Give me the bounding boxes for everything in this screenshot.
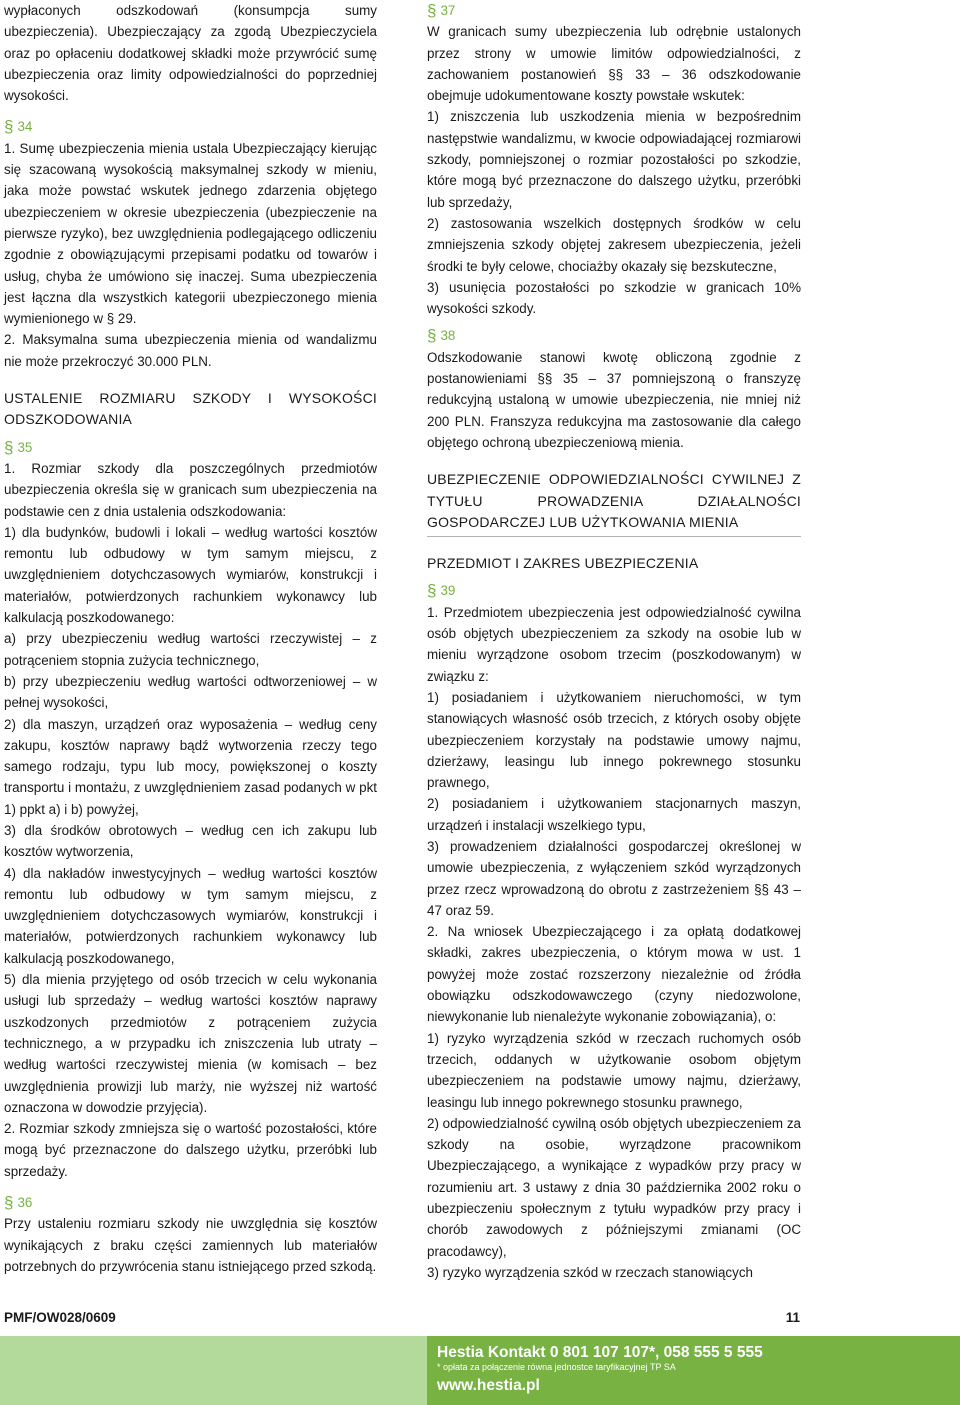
paragraph-39-2-3: 3) ryzyko wyrządzenia szkód w rzeczach stanowiących — [427, 1264, 753, 1280]
paragraph-37-2: 2) zastosowania wszelkich dostępnych środków w celu zmniejszenia szkody objętej zakresem ubezpieczenia, jeżeli środki te były celowe, chociażby okazały się bezskuteczne, — [427, 215, 801, 274]
section-sign-icon: § — [4, 437, 14, 457]
footer-contact-panel — [427, 1336, 960, 1405]
paragraph-39-2-2: 2) odpowiedzialność cywilną osób objętych ubezpieczeniem za szkody na osobie, wyrządzone pracownikom Ubezpieczającego, a wynikające z wypadków przy pracy w rozumieniu art. 3 ustawy z dnia 30 października 2002 roku o ubezpieczeniu społecznym z tytułu wypadków przy pracy i chorób zawodowych z późniejszymi zmianami (OC pracodawcy), — [427, 1115, 801, 1259]
paragraph-35-1-1: 1) dla budynków, budowli i lokali – według wartości kosztów remontu lub odbudowy w tym samym miejscu, z uwzględnieniem dotychczasowych wymiarów, konstrukcji i materiałów, potwierdzonych rachunkiem wykonawcy lub kalkulacją poszkodowanego: — [4, 524, 377, 626]
section-sign-icon: § — [4, 117, 14, 137]
paragraph-39-1: 1. Przedmiotem ubezpieczenia jest odpowiedzialność cywilna osób objętych ubezpieczeniem za szkody na osobie lub w mieniu wyrządzone osobom trzecim (poszkodowanym) w związku z: — [427, 604, 801, 684]
page-number: 11 — [785, 1310, 800, 1325]
right-column — [427, 0, 801, 1283]
paragraph-continuation: wypłaconych odszkodowań (konsumpcja sumy ubezpieczenia). Ubezpieczający za zgodą Ubezpieczyciela oraz po opłaceniu dodatkowej składki może przywrócić sumę ubezpieczenia oraz limity odpowiedzialności do poprzedniej wysokości. — [4, 3, 377, 104]
paragraph-39-1-2: 2) posiadaniem i użytkowaniem stacjonarnych maszyn, urządzeń i instalacji wszelkiego typu, — [427, 796, 801, 833]
left-column — [4, 0, 377, 1277]
contact-phone: Hestia Kontakt 0 801 107 107*, 058 555 5 555 — [437, 1344, 763, 1361]
paragraph-37: W granicach sumy ubezpieczenia lub odrębnie ustalonych przez strony w umowie limitów odpowiedzialności, z zachowaniem postanowień §§ 33 – 36 odszkodowanie obejmuje udokumentowane koszty powstałe wskutek: — [427, 24, 801, 104]
paragraph-39-1-1: 1) posiadaniem i użytkowaniem nieruchomości, w tym stanowiących własność osób trzecich, z których osoby objęte ubezpieczeniem korzystały na podstawie umowy najmu, dzierżawy, leasingu lub innego pokrewnego stosunku prawnego, — [427, 689, 801, 791]
paragraph-35-1-5: 5) dla mienia przyjętego od osób trzecich w celu wykonania usługi lub sprzedaży – według wartości kosztów naprawy uszkodzonych przedmiotów z potrąceniem zużycia technicznego, a w przypadku ich zniszczenia lub utraty – według wartości rzeczywistej mienia (w komisach – bez uwzględnienia prowizji lub marży, nie wyższej niż wartość oznaczona w dowodzie przyjęcia). — [4, 972, 377, 1115]
section-36-heading: § 36 — [4, 1193, 33, 1213]
heading-oc: UBEZPIECZENIE ODPOWIEDZIALNOŚCI CYWILNEJ Z TYTUŁU PROWADZENIA DZIAŁALNOŚCI GOSPODARCZEJ LUB UŻYTKOWANIA MIENIA — [427, 469, 801, 537]
contact-note: * opłata za połączenie równa jednostce taryfikacyjnej TP SA — [437, 1362, 676, 1372]
paragraph-38: Odszkodowanie stanowi kwotę obliczoną zgodnie z postanowieniami §§ 35 – 37 pomniejszoną o franszyzę redukcyjną ustaloną w umowie ubezpieczenia, nie mniej niż 200 PLN. Franszyza redukcyjna ma zastosowanie dla całego objętego ochroną ubezpieczeniową mienia. — [427, 349, 801, 450]
paragraph-34-2: 2. Maksymalna suma ubezpieczenia mienia od wandalizmu nie może przekroczyć 30.000 PLN. — [4, 332, 377, 369]
paragraph-34-1: 1. Sumę ubezpieczenia mienia ustala Ubezpieczający kierując się szacowaną wysokością maksymalnej szkody w mieniu, jaka może powstać wskutek jednego zdarzenia objętego ubezpieczeniem w okresie ubezpieczenia (ubezpieczenie na pierwsze ryzyko), bez uwzględnienia podlegającego odliczeniu zgodnie z obowiązującymi przepisami podatku od towarów i usług, chyba że umówiono się inaczej. Suma ubezpieczenia jest łączna dla wszystkich kategorii ubezpieczonego mienia wymienionego w § 29. — [4, 140, 377, 327]
paragraph-35-1-b: b) przy ubezpieczeniu według wartości odtworzeniowej – w pełnej wysokości, — [4, 673, 377, 711]
paragraph-35-1-4: 4) dla nakładów inwestycyjnych – według wartości kosztów remontu lub odbudowy w tym samym miejscu, z uwzględnieniem dotychczasowych wymiarów, konstrukcji i materiałów, potwierdzonych rachunkiem wykonawcy lub kalkulacją poszkodowanego, — [4, 865, 377, 966]
paragraph-35-1-2: 2) dla maszyn, urządzeń oraz wyposażenia – według ceny zakupu, kosztów naprawy bądź wytworzenia rzeczy tego samego rodzaju, typu lub mocy, powiększonej o koszty transportu i montażu, z uwzględnieniem zasad podanych w pkt 1) ppkt a) i b) powyżej, — [4, 716, 377, 817]
paragraph-35-2: 2. Rozmiar szkody zmniejsza się o wartość pozostałości, które mogą być przeznaczone do dalszego użytku, przeróbki lub sprzedaży. — [4, 1121, 377, 1179]
section-35-heading: § 35 — [4, 437, 33, 457]
paragraph-37-3: 3) usunięcia pozostałości po szkodzie w granicach 10% wysokości szkody. — [427, 279, 801, 317]
paragraph-35-1-a: a) przy ubezpieczeniu według wartości rzeczywistej – z potrąceniem stopnia zużycia technicznego, — [4, 631, 377, 668]
paragraph-37-1: 1) zniszczenia lub uszkodzenia mienia w bezpośrednim następstwie wandalizmu, w kwocie odpowiadającej rozmiarowi szkody, pomniejszonej o rozmiar pozostałości po szkodzie, które mogą być przeznaczone do dalszego użytku, przeróbki lub sprzedaży, — [427, 109, 801, 210]
paragraph-39-2-1: 1) ryzyko wyrządzenia szkód w rzeczach ruchomych osób trzecich, oddanych w użytkowanie osobom objętym ubezpieczeniem na podstawie umowy najmu, dzierżawy, leasingu lub innego pokrewnego stosunku prawnego, — [427, 1030, 801, 1110]
paragraph-39-2: 2. Na wniosek Ubezpieczającego i za opłatą dodatkowej składki, zakres ubezpieczenia, o którym mowa w ust. 1 powyżej może zostać rozszerzony niezależnie od źródła obowiązku odszkodowawczego (czyny niedozwolone, niewykonanie lub nienależyte wykonanie zobowiązania), o: — [427, 924, 801, 1025]
section-37-heading: § 37 — [427, 1, 456, 20]
section-34-heading: § 34 — [4, 117, 33, 137]
paragraph-35-1: 1. Rozmiar szkody dla poszczególnych przedmiotów ubezpieczenia określa się w granicach sum ubezpieczenia na podstawie cen z dnia ustalenia odszkodowania: — [4, 460, 377, 519]
paragraph-35-1-3: 3) dla środków obrotowych – według cen ich zakupu lub kosztów wytworzenia, — [4, 822, 377, 860]
section-39-heading: § 39 — [427, 581, 456, 601]
section-sign-icon: § — [4, 1193, 14, 1213]
paragraph-39-1-3: 3) prowadzeniem działalności gospodarczej określonej w umowie ubezpieczenia, z wyłączeniem szkód wyrządzonych przez rzecz wprowadzoną do obrotu z zastrzeżeniem §§ 43 – 47 oraz 59. — [427, 838, 801, 918]
section-sign-icon: § — [427, 326, 437, 346]
paragraph-36: Przy ustaleniu rozmiaru szkody nie uwzględnia się kosztów wynikających z braku części zamiennych lub materiałów potrzebnych do przywrócenia stanu istniejącego przed szkodą. — [4, 1216, 377, 1274]
website-link[interactable]: www.hestia.pl — [437, 1377, 540, 1394]
section-sign-icon: § — [427, 581, 437, 601]
heading-ustalenie: USTALENIE ROZMIARU SZKODY I WYSOKOŚCI ODSZKODOWANIA — [4, 390, 377, 428]
section-sign-icon: § — [427, 1, 437, 20]
heading-przedmiot: PRZEDMIOT I ZAKRES UBEZPIECZENIA — [427, 555, 699, 572]
document-code: PMF/OW028/0609 — [4, 1310, 116, 1325]
section-38-heading: § 38 — [427, 326, 456, 346]
